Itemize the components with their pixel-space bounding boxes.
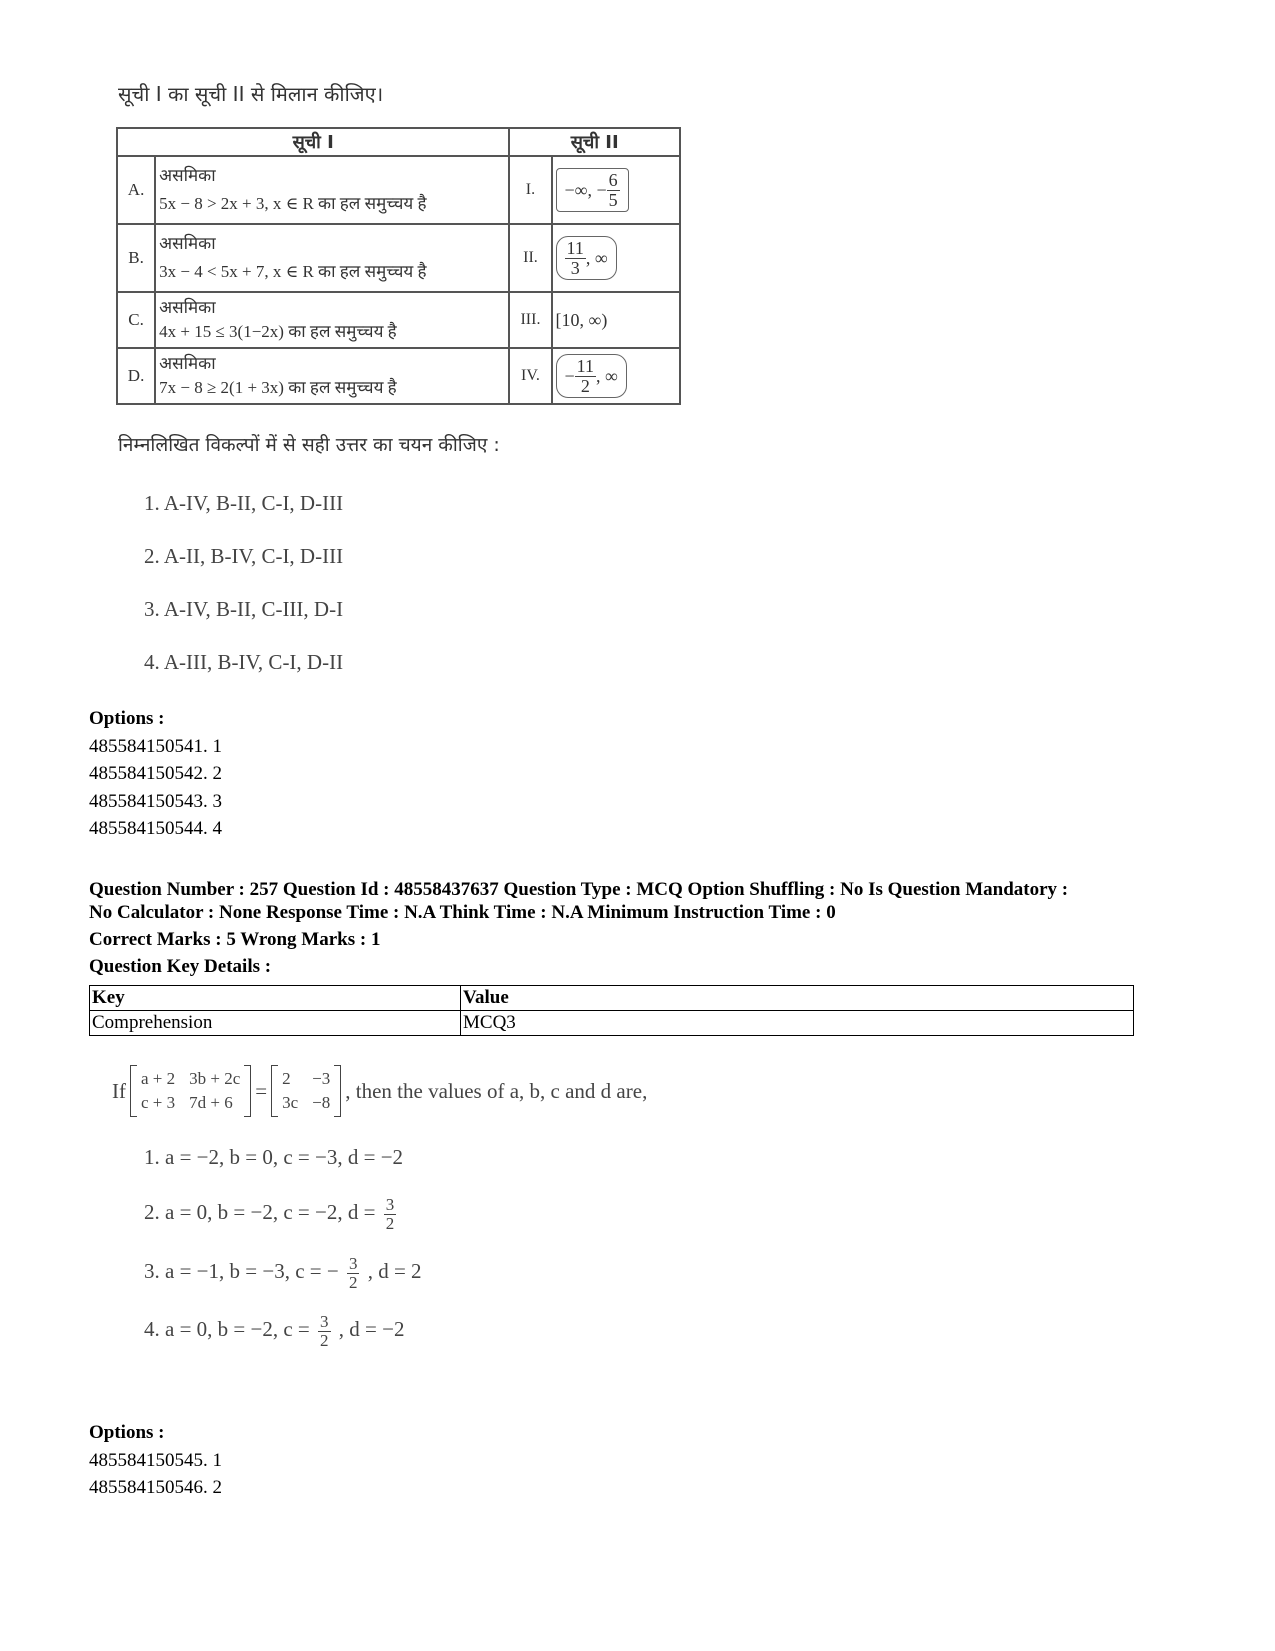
- matrix-cell: −3: [312, 1069, 331, 1088]
- question-metadata: [89, 878, 1169, 924]
- fraction: $\frac{3}{2}$: [348, 1253, 358, 1292]
- row-expression: 5x − 8 > 2x + 3, x ∈ R का हल समुच्चय है: [159, 194, 427, 213]
- row-interval: [552, 224, 680, 292]
- row-heading: असमिका: [159, 354, 216, 374]
- value-header: Value: [461, 986, 1134, 1011]
- fraction: $\frac{3}{2}$: [385, 1195, 395, 1233]
- question-intro: सूची I का सूची II से मिलान कीजिए।: [118, 82, 384, 106]
- row-code: C.: [117, 292, 155, 348]
- list1-header: सूची I: [117, 128, 509, 156]
- options-label: Options :: [89, 708, 165, 729]
- row-roman: II.: [509, 224, 551, 292]
- row-expression: 3x − 4 < 5x + 7, x ∈ R का हल समुच्चय है: [159, 262, 427, 281]
- answer-choice: 3. A-IV, B-II, C-III, D-I: [144, 597, 344, 621]
- row-interval: [552, 348, 680, 404]
- table-row: [117, 156, 680, 224]
- option-item: 485584150544. 4: [89, 818, 222, 839]
- row-heading: असमिका: [159, 166, 216, 186]
- value-cell: MCQ3: [461, 1011, 1134, 1036]
- answer-choice: 1. A-IV, B-II, C-I, D-III: [144, 491, 344, 515]
- row-code: D.: [117, 348, 155, 404]
- row-heading: असमिका: [159, 298, 216, 318]
- row-expression: 4x + 15 ≤ 3(1−2x) का हल समुच्चय है: [159, 322, 397, 341]
- table-header-row: [90, 986, 1134, 1011]
- row-roman: I.: [509, 156, 551, 224]
- table-row: [117, 292, 680, 348]
- fraction: $\frac{3}{2}$: [320, 1312, 329, 1351]
- option-item: 485584150542. 2: [89, 763, 222, 784]
- matrix-cell: a + 2: [141, 1069, 176, 1088]
- option-item: 485584150546. 2: [89, 1477, 222, 1498]
- matrix-cell: 3c: [282, 1093, 299, 1112]
- choose-instruction: निम्नलिखित विकल्पों में से सही उत्तर का चयन कीजिए :: [118, 434, 500, 456]
- answer-choice: 4. a = 0, b = −2, c = $\frac{3}{2}$ , d = −2: [144, 1312, 405, 1351]
- table-row: [117, 224, 680, 292]
- matrix-cell: 7d + 6: [189, 1093, 233, 1112]
- key-header: Key: [90, 986, 461, 1011]
- row-code: B.: [117, 224, 155, 292]
- answer-choice: 1. a = −2, b = 0, c = −3, d = −2: [144, 1145, 404, 1169]
- option-item: 485584150545. 1: [89, 1449, 222, 1471]
- interval-right: , ∞: [596, 365, 618, 386]
- matrix-left: [130, 1065, 251, 1117]
- interval-left: −: [564, 365, 575, 386]
- answer-choice: 4. A-III, B-IV, C-I, D-II: [144, 650, 344, 674]
- row-roman: III.: [509, 292, 551, 348]
- equals-sign: =: [255, 1078, 268, 1103]
- interval-left: −∞, −: [564, 179, 607, 200]
- option-item: 485584150543. 3: [89, 790, 222, 812]
- row-description: [155, 156, 509, 224]
- interval-right: , ∞: [585, 247, 608, 268]
- key-details-label: Question Key Details :: [89, 956, 272, 977]
- row-roman: IV.: [509, 348, 551, 404]
- question-tail: , then the values of a, b, c and d are,: [345, 1078, 648, 1103]
- metadata-line: Question Number : 257 Question Id : 48558437637 Question Type : MCQ Option Shuffling : No Is Question Mandatory :: [89, 879, 1069, 900]
- answer-choice: 2. A-II, B-IV, C-I, D-III: [144, 544, 344, 568]
- options-label: Options :: [89, 1422, 165, 1443]
- marks-line: Correct Marks : 5 Wrong Marks : 1: [89, 929, 381, 950]
- key-details-table: [89, 985, 1134, 1036]
- options-block: [89, 705, 222, 843]
- row-expression: 7x − 8 ≥ 2(1 + 3x) का हल समुच्चय है: [159, 378, 397, 397]
- row-description: [155, 224, 509, 292]
- table-row: [117, 348, 680, 404]
- if-word: If: [112, 1078, 126, 1103]
- row-heading: असमिका: [159, 234, 216, 254]
- row-description: [155, 348, 509, 404]
- row-description: [155, 292, 509, 348]
- row-interval: [10, ∞): [552, 292, 680, 348]
- match-table: [116, 127, 681, 405]
- row-interval: [552, 156, 680, 224]
- row-code: A.: [117, 156, 155, 224]
- matrix-cell: c + 3: [141, 1093, 176, 1112]
- matrix-right: [271, 1065, 341, 1117]
- table-row: [90, 1011, 1134, 1036]
- matrix-cell: 3b + 2c: [189, 1069, 241, 1088]
- key-cell: Comprehension: [90, 1011, 461, 1036]
- fraction: $\frac{11}{3}$: [566, 237, 584, 278]
- metadata-line: No Calculator : None Response Time : N.A Think Time : N.A Minimum Instruction Time : 0: [89, 902, 836, 923]
- fraction: $\frac{11}{2}$: [576, 355, 595, 396]
- list2-header: सूची II: [509, 128, 680, 156]
- option-item: 485584150541. 1: [89, 735, 222, 757]
- question-image-matrix: [112, 1065, 732, 1350]
- fraction: $\frac{6}{5}$: [608, 169, 618, 210]
- matrix-cell: 2: [282, 1069, 291, 1088]
- matrix-cell: −8: [312, 1093, 331, 1112]
- question-image-match-list: [112, 80, 732, 675]
- answer-choice: 2. a = 0, b = −2, c = −2, d = $\frac{3}{2}$: [144, 1195, 395, 1233]
- options-block: [89, 1419, 222, 1502]
- matrix-equation: [112, 1065, 732, 1117]
- answer-choice: 3. a = −1, b = −3, c = − $\frac{3}{2}$ , d = 2: [144, 1253, 422, 1292]
